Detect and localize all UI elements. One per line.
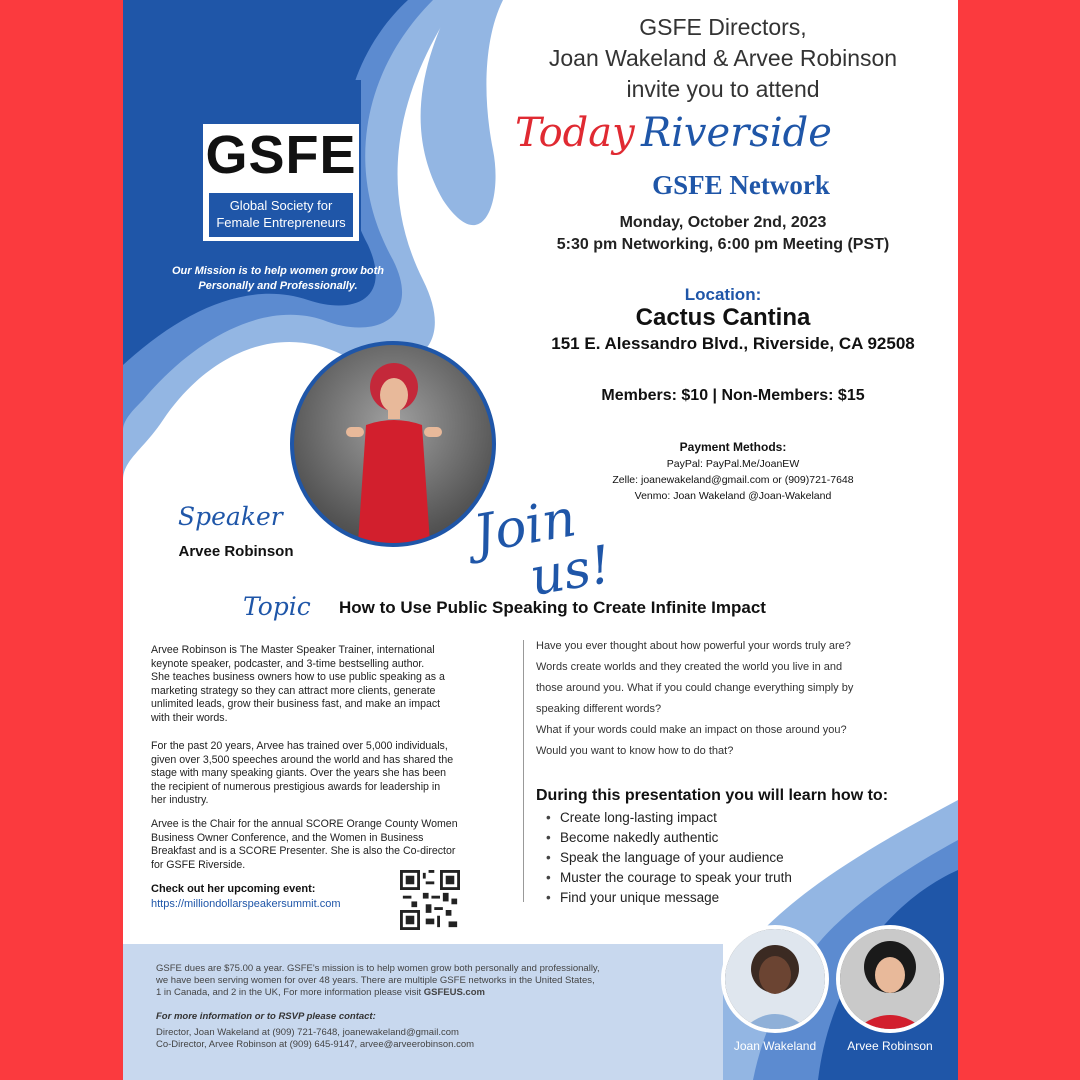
bio-p1-line: keynote speaker, podcaster, and 3-time bestselling author. <box>151 657 425 670</box>
learn-item: • Find your unique message <box>546 890 720 905</box>
mission-statement <box>158 264 398 294</box>
bio-paragraph-3 <box>151 818 518 872</box>
bio-paragraph-2 <box>151 740 518 808</box>
speaker-photo <box>290 341 496 547</box>
arvee-name: Arvee Robinson <box>847 1039 933 1053</box>
bio-p2-line: For the past 20 years, Arvee has trained over 5,000 individuals, <box>151 740 448 752</box>
bio-p3-line: Arvee is the Chair for the annual SCORE Orange County Women <box>151 818 458 830</box>
location-label: Location: <box>684 285 762 304</box>
learn-item-text: Create long-lasting impact <box>560 810 717 825</box>
joan-figure <box>725 929 825 1029</box>
payment-title: Payment Methods: <box>679 440 787 454</box>
codirector-contact: Co-Director, Arvee Robinson at (909) 645-9147, arvee@arveerobinson.com <box>156 1039 475 1050</box>
bio-p3-line: Breakfast and is a SCORE Presenter. She is also the Co-director <box>151 845 456 857</box>
bio-p1-line: She teaches business owners how to use public speaking as a <box>151 671 445 683</box>
event-time: 5:30 pm Networking, 6:00 pm Meeting (PST) <box>556 236 890 253</box>
header-line1: GSFE Directors, <box>639 14 807 40</box>
contact-label: For more information or to RSVP please contact: <box>156 1011 376 1022</box>
ticket-prices: Members: $10 | Non-Members: $15 <box>601 387 865 404</box>
mission-line2: Personally and Professionally. <box>198 280 358 292</box>
join-us-script <box>470 488 615 613</box>
logo-top-bar <box>203 82 359 124</box>
learn-item: • Become nakedly authentic <box>546 830 719 845</box>
header-line3: invite you to attend <box>626 76 820 102</box>
payment-venmo: Venmo: Joan Wakeland @Joan-Wakeland <box>634 490 832 502</box>
learn-item-text: Speak the language of your audience <box>560 850 784 865</box>
learn-item-text: Become nakedly authentic <box>560 830 719 845</box>
payment-zelle: Zelle: joanewakeland@gmail.com or (909)721-7648 <box>612 474 854 486</box>
speaker-name: Arvee Robinson <box>178 543 294 560</box>
venue-address: 151 E. Alessandro Blvd., Riverside, CA 92508 <box>551 334 915 353</box>
footer-line3-text: 1 in Canada, and 2 in the UK, For more information please visit <box>156 987 424 998</box>
riverside-script: Riverside <box>641 110 832 156</box>
join-line1: Join <box>469 488 581 566</box>
footer-site-link[interactable]: GSFEUS.com <box>423 987 485 998</box>
flyer <box>123 0 958 1080</box>
network-title: GSFE Network <box>652 170 830 200</box>
footer-line2: we have been serving women for over 48 years. There are multiple GSFE networks in the United States, <box>156 975 595 986</box>
learn-item-text: Find your unique message <box>560 890 720 905</box>
column-divider <box>523 640 524 902</box>
bio-p1-line: marketing strategy so they can attract more clients, generate <box>151 684 436 697</box>
footer-line1: GSFE dues are $75.00 a year. GSFE's mission is to help women grow both personally and professionally, <box>156 963 600 974</box>
invitation-header <box>503 12 943 105</box>
bio-p1-line: unlimited leads, grow their business fast, and make an impact <box>151 698 441 710</box>
qr-code[interactable] <box>400 870 460 930</box>
intro-line: Have you ever thought about how powerful your words truly are? <box>536 640 851 652</box>
topic-label: Topic <box>243 592 311 621</box>
speaker-label: Speaker <box>178 502 283 531</box>
arvee-figure <box>840 929 940 1029</box>
bio-p2-line: stage with many speaking giants. Over the years she has been <box>151 767 447 779</box>
intro-line: Would you want to know how to do that? <box>536 745 734 757</box>
bio-p2-line: her industry. <box>151 794 209 806</box>
logo-acronym: GSFE <box>205 125 357 185</box>
join-line2: us! <box>525 534 616 609</box>
header-line2: Joan Wakeland & Arvee Robinson <box>548 45 898 71</box>
mission-line1: Our Mission is to help women grow both <box>171 265 385 277</box>
logo-subtitle-line2: Female Entrepreneurs <box>216 215 346 230</box>
gsfe-logo <box>201 80 361 243</box>
intro-line: speaking different words? <box>536 703 662 715</box>
payment-paypal: PayPal: PayPal.Me/JoanEW <box>666 458 800 470</box>
learn-item-text: Muster the courage to speak your truth <box>560 870 792 885</box>
venue-name: Cactus Cantina <box>635 304 811 331</box>
bio-p2-line: the recipient of numerous prestigious awards for leadership in <box>151 780 441 793</box>
learn-item: • Muster the courage to speak your truth <box>546 870 792 885</box>
event-datetime <box>503 212 943 256</box>
today-script: Today <box>515 110 635 156</box>
intro-line: What if your words could make an impact on those around you? <box>536 724 847 736</box>
upcoming-event-link[interactable]: https://milliondollarspeakersummit.com <box>151 898 341 910</box>
speaker-figure <box>294 345 492 543</box>
joan-name: Joan Wakeland <box>733 1039 817 1053</box>
event-date: Monday, October 2nd, 2023 <box>619 214 827 231</box>
bio-p3-line: for GSFE Riverside. <box>151 858 246 871</box>
footer-line3 <box>156 987 716 999</box>
logo-subtitle <box>209 193 353 237</box>
learn-title: During this presentation you will learn how to: <box>536 787 889 804</box>
upcoming-event-label: Check out her upcoming event: <box>151 883 316 895</box>
learn-item: • Speak the language of your audience <box>546 850 784 865</box>
learn-item: • Create long-lasting impact <box>546 810 717 825</box>
topic-title: How to Use Public Speaking to Create Infinite Impact <box>339 598 766 617</box>
bio-p1-line: Arvee Robinson is The Master Speaker Trainer, international <box>151 644 435 656</box>
logo-subtitle-line1: Global Society for <box>229 198 333 213</box>
bio-p1-line: with their words. <box>151 711 228 724</box>
bio-paragraph-1 <box>151 644 518 725</box>
intro-line: Words create worlds and they created the world you live in and <box>536 661 843 673</box>
joan-photo <box>721 925 829 1033</box>
bio-p3-line: Business Owner Conference, and the Women in Business <box>151 831 424 844</box>
director-contact: Director, Joan Wakeland at (909) 721-7648, joanewakeland@gmail.com <box>156 1027 459 1038</box>
intro-line: those around you. What if you could change everything simply by <box>536 682 854 694</box>
bio-p2-line: given over 3,500 speeches around the world and has shared the <box>151 753 454 766</box>
arvee-photo <box>836 925 944 1033</box>
